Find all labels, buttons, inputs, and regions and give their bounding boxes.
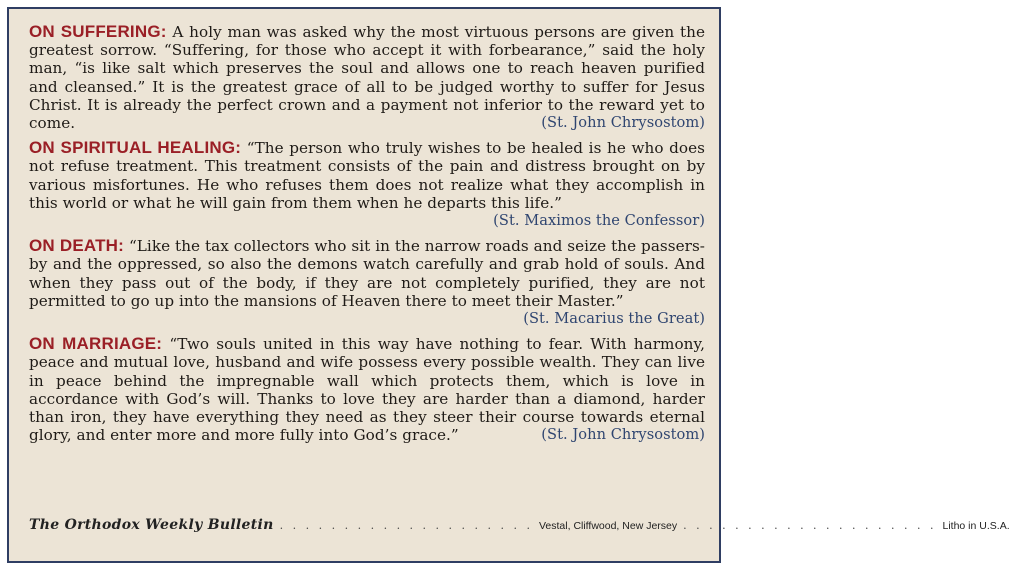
quote-text-marriage: “Two souls united in this way have nothing to fear. With harmony, peace and mutual love, husband and wife possess every possible wealth. They can live in peace behind the impregnable wall which protects them, which is love in accordance with God’s will. Thanks to love they are harder than a diamond, harder than iron, they have everything they need as they steer their course towards eternal glory, and enter more and more fully into God’s grace.” bbox=[29, 335, 705, 445]
printer-note: Litho in U.S.A. bbox=[942, 520, 1010, 532]
heading-death: ON DEATH: bbox=[29, 236, 125, 256]
attribution-marriage: (St. John Chrysostom) bbox=[541, 426, 705, 444]
masthead: The Orthodox Weekly Bulletin bbox=[29, 517, 274, 533]
leader-dots: . . . . . . . . . . . . . . . . . . . . bbox=[683, 519, 937, 532]
bulletin-panel bbox=[7, 7, 1010, 563]
quote-suffering bbox=[29, 23, 705, 132]
heading-suffering: ON SUFFERING: bbox=[29, 22, 167, 41]
attribution-spiritual-healing: (St. Maximos the Confessor) bbox=[493, 212, 705, 230]
attribution-death: (St. Macarius the Great) bbox=[523, 310, 705, 328]
quote-text-death: “Like the tax collectors who sit in the narrow roads and seize the passers-by and the oppressed, so also the demons watch carefully and grab hold of souls. And when they pass out of the body, if they are not completely purified, they are not permitted to go up into the mansions of Heaven there to meet their Master.” bbox=[29, 237, 705, 310]
quote-death bbox=[29, 237, 705, 328]
quote-spiritual-healing bbox=[29, 139, 705, 230]
heading-marriage: ON MARRIAGE: bbox=[29, 334, 163, 354]
footer bbox=[29, 517, 1010, 533]
publisher-location: Vestal, Cliffwood, New Jersey bbox=[539, 520, 678, 532]
quote-text-spiritual-healing: “The person who truly wishes to be healed is he who does not refuse treatment. This treatment consists of the pain and distress brought on by various misfortunes. He who refuses them does not realize what they accomplish in this world or what he will gain from them when he departs this life.” bbox=[29, 139, 705, 212]
quote-marriage bbox=[29, 335, 705, 444]
quote-text-suffering: A holy man was asked why the most virtuous persons are given the greatest sorrow. “Suffering, for those who accept it with forbearance,” said the holy man, “is like salt which preserves the soul and allows one to reach heaven purified and cleansed.” It is the greatest grace of all to be judged worthy to suffer for Jesus Christ. It is already the perfect crown and a payment not inferior to the reward yet to come. bbox=[29, 23, 705, 133]
attribution-suffering: (St. John Chrysostom) bbox=[541, 114, 705, 132]
heading-spiritual-healing: ON SPIRITUAL HEALING: bbox=[29, 138, 242, 158]
leader-dots: . . . . . . . . . . . . . . . . . . . . bbox=[279, 519, 533, 532]
quotes-column bbox=[29, 23, 705, 451]
